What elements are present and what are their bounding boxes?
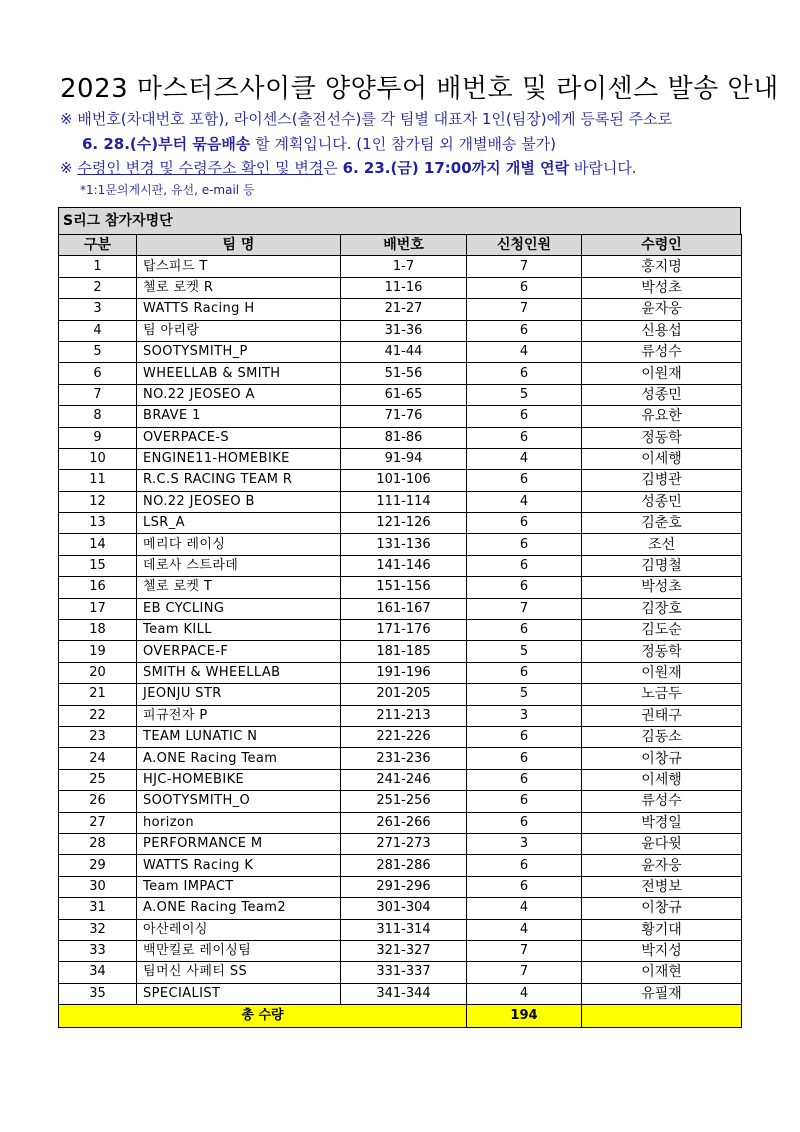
bib-range: 131-136 <box>341 534 467 555</box>
recipient-name: 윤다윗 <box>582 833 742 854</box>
row-index: 14 <box>59 534 137 555</box>
table-row <box>59 705 742 726</box>
applicant-count: 7 <box>467 299 582 320</box>
recipient-name: 전병보 <box>582 876 742 897</box>
applicant-count: 6 <box>467 812 582 833</box>
recipient-name: 이세행 <box>582 769 742 790</box>
applicant-count: 4 <box>467 491 582 512</box>
bib-range: 331-337 <box>341 962 467 983</box>
team-name: OVERPACE-S <box>137 427 341 448</box>
applicant-count: 6 <box>467 577 582 598</box>
team-name: Team KILL <box>137 620 341 641</box>
notice-contact-methods: *1:1문의게시판, 유선, e-mail 등 <box>80 183 255 197</box>
table-row <box>59 620 742 641</box>
row-index: 23 <box>59 726 137 747</box>
recipient-name: 권태구 <box>582 705 742 726</box>
applicant-count: 6 <box>467 406 582 427</box>
applicant-count: 7 <box>467 962 582 983</box>
applicant-count: 5 <box>467 641 582 662</box>
team-name: 아산레이싱 <box>137 919 341 940</box>
bib-range: 141-146 <box>341 555 467 576</box>
team-name: 팀 아리랑 <box>137 320 341 341</box>
row-index: 7 <box>59 384 137 405</box>
table-row <box>59 448 742 469</box>
applicant-count: 4 <box>467 898 582 919</box>
participant-table-container <box>58 207 741 1028</box>
recipient-name: 김도순 <box>582 620 742 641</box>
applicant-count: 6 <box>467 662 582 683</box>
recipient-name: 이재현 <box>582 962 742 983</box>
row-index: 24 <box>59 748 137 769</box>
table-row <box>59 341 742 362</box>
row-index: 4 <box>59 320 137 341</box>
table-row <box>59 662 742 683</box>
row-index: 9 <box>59 427 137 448</box>
recipient-name: 이창규 <box>582 898 742 919</box>
team-name: NO.22 JEOSEO B <box>137 491 341 512</box>
team-name: JEONJU STR <box>137 684 341 705</box>
row-index: 25 <box>59 769 137 790</box>
row-index: 16 <box>59 577 137 598</box>
applicant-count: 7 <box>467 940 582 961</box>
applicant-count: 3 <box>467 833 582 854</box>
row-index: 35 <box>59 983 137 1004</box>
team-name: A.ONE Racing Team2 <box>137 898 341 919</box>
bib-range: 221-226 <box>341 726 467 747</box>
notice-mark: ※ <box>60 159 78 177</box>
row-index: 1 <box>59 256 137 277</box>
table-row <box>59 598 742 619</box>
notice-change-joiner: 은 <box>323 159 343 177</box>
applicant-count: 4 <box>467 341 582 362</box>
team-name: OVERPACE-F <box>137 641 341 662</box>
table-row <box>59 491 742 512</box>
row-index: 15 <box>59 555 137 576</box>
team-name: WATTS Racing K <box>137 855 341 876</box>
team-name: horizon <box>137 812 341 833</box>
table-row <box>59 983 742 1004</box>
applicant-count: 6 <box>467 320 582 341</box>
row-index: 33 <box>59 940 137 961</box>
applicant-count: 6 <box>467 855 582 876</box>
table-row <box>59 919 742 940</box>
table-row <box>59 299 742 320</box>
header-recipient: 수령인 <box>582 235 742 256</box>
row-index: 5 <box>59 341 137 362</box>
table-row <box>59 513 742 534</box>
table-row <box>59 555 742 576</box>
row-index: 32 <box>59 919 137 940</box>
applicant-count: 5 <box>467 384 582 405</box>
applicant-count: 6 <box>467 555 582 576</box>
bib-range: 101-106 <box>341 470 467 491</box>
team-name: SOOTYSMITH_P <box>137 341 341 362</box>
recipient-name: 유요한 <box>582 406 742 427</box>
bib-range: 321-327 <box>341 940 467 961</box>
applicant-count: 6 <box>467 620 582 641</box>
notice-line-3 <box>60 157 637 178</box>
team-name: SPECIALIST <box>137 983 341 1004</box>
bib-range: 51-56 <box>341 363 467 384</box>
table-row <box>59 940 742 961</box>
table-row <box>59 833 742 854</box>
bib-range: 161-167 <box>341 598 467 619</box>
applicant-count: 3 <box>467 705 582 726</box>
recipient-name: 노금두 <box>582 684 742 705</box>
recipient-name: 류성수 <box>582 341 742 362</box>
team-name: 메리다 레이싱 <box>137 534 341 555</box>
row-index: 34 <box>59 962 137 983</box>
applicant-count: 6 <box>467 726 582 747</box>
row-index: 30 <box>59 876 137 897</box>
row-index: 6 <box>59 363 137 384</box>
recipient-name: 박지성 <box>582 940 742 961</box>
table-header-row <box>59 235 742 256</box>
team-name: NO.22 JEOSEO A <box>137 384 341 405</box>
bib-range: 261-266 <box>341 812 467 833</box>
recipient-name: 조선 <box>582 534 742 555</box>
applicant-count: 6 <box>467 277 582 298</box>
notice-change-text: 수령인 변경 및 수령주소 확인 및 변경 <box>77 159 324 177</box>
row-index: 27 <box>59 812 137 833</box>
applicant-count: 4 <box>467 983 582 1004</box>
notice-request-text: 바랍니다. <box>569 159 637 177</box>
recipient-name: 김명철 <box>582 555 742 576</box>
table-row <box>59 363 742 384</box>
team-name: 첼로 로켓 T <box>137 577 341 598</box>
bib-range: 71-76 <box>341 406 467 427</box>
team-name: PERFORMANCE M <box>137 833 341 854</box>
header-team-name: 팀 명 <box>137 235 341 256</box>
recipient-name: 성종민 <box>582 384 742 405</box>
table-row <box>59 256 742 277</box>
team-name: ENGINE11-HOMEBIKE <box>137 448 341 469</box>
total-value: 194 <box>467 1005 582 1028</box>
table-row <box>59 791 742 812</box>
team-name: EB CYCLING <box>137 598 341 619</box>
bib-range: 311-314 <box>341 919 467 940</box>
bib-range: 271-273 <box>341 833 467 854</box>
recipient-name: 이창규 <box>582 748 742 769</box>
team-name: SMITH & WHEELLAB <box>137 662 341 683</box>
bib-range: 301-304 <box>341 898 467 919</box>
row-index: 22 <box>59 705 137 726</box>
notice-line-2 <box>82 133 556 154</box>
bib-range: 21-27 <box>341 299 467 320</box>
recipient-name: 이원재 <box>582 363 742 384</box>
row-index: 19 <box>59 641 137 662</box>
notice-delivery-text: 할 계획입니다. (1인 참가팀 외 개별배송 불가) <box>250 135 557 153</box>
page-title: 2023 마스터즈사이클 양양투어 배번호 및 라이센스 발송 안내 <box>60 74 779 104</box>
sheet-title: S리그 참가자명단 <box>58 207 741 234</box>
team-name: 탑스피드 T <box>137 256 341 277</box>
recipient-name: 박경일 <box>582 812 742 833</box>
team-name: 데로사 스트라데 <box>137 555 341 576</box>
total-empty-cell <box>582 1005 742 1028</box>
table-row <box>59 812 742 833</box>
row-index: 10 <box>59 448 137 469</box>
recipient-name: 정동학 <box>582 427 742 448</box>
bib-range: 171-176 <box>341 620 467 641</box>
recipient-name: 김장호 <box>582 598 742 619</box>
row-index: 3 <box>59 299 137 320</box>
bib-range: 231-236 <box>341 748 467 769</box>
table-row <box>59 748 742 769</box>
bib-range: 211-213 <box>341 705 467 726</box>
recipient-name: 김동소 <box>582 726 742 747</box>
table-row <box>59 876 742 897</box>
total-label: 총 수량 <box>59 1005 467 1028</box>
applicant-count: 6 <box>467 363 582 384</box>
team-name: WATTS Racing H <box>137 299 341 320</box>
bib-range: 201-205 <box>341 684 467 705</box>
bib-range: 341-344 <box>341 983 467 1004</box>
table-row <box>59 962 742 983</box>
applicant-count: 4 <box>467 919 582 940</box>
table-row <box>59 470 742 491</box>
recipient-name: 박성초 <box>582 277 742 298</box>
team-name: 피규전자 P <box>137 705 341 726</box>
bib-range: 251-256 <box>341 791 467 812</box>
row-index: 11 <box>59 470 137 491</box>
table-row <box>59 577 742 598</box>
row-index: 17 <box>59 598 137 619</box>
table-row <box>59 684 742 705</box>
recipient-name: 윤자웅 <box>582 855 742 876</box>
table-row <box>59 769 742 790</box>
notice-delivery-date: 6. 28.(수)부터 묶음배송 <box>82 135 251 153</box>
applicant-count: 6 <box>467 427 582 448</box>
row-index: 29 <box>59 855 137 876</box>
applicant-count: 6 <box>467 470 582 491</box>
applicant-count: 6 <box>467 791 582 812</box>
header-index: 구분 <box>59 235 137 256</box>
team-name: Team IMPACT <box>137 876 341 897</box>
participant-table <box>58 234 742 1028</box>
row-index: 21 <box>59 684 137 705</box>
bib-range: 281-286 <box>341 855 467 876</box>
table-row <box>59 534 742 555</box>
bib-range: 291-296 <box>341 876 467 897</box>
recipient-name: 이원재 <box>582 662 742 683</box>
header-bib-number: 배번호 <box>341 235 467 256</box>
recipient-name: 윤자웅 <box>582 299 742 320</box>
team-name: TEAM LUNATIC N <box>137 726 341 747</box>
row-index: 13 <box>59 513 137 534</box>
bib-range: 91-94 <box>341 448 467 469</box>
applicant-count: 6 <box>467 748 582 769</box>
applicant-count: 6 <box>467 534 582 555</box>
table-row <box>59 277 742 298</box>
recipient-name: 박성초 <box>582 577 742 598</box>
table-row <box>59 898 742 919</box>
recipient-name: 황기대 <box>582 919 742 940</box>
applicant-count: 6 <box>467 769 582 790</box>
applicant-count: 5 <box>467 684 582 705</box>
bib-range: 111-114 <box>341 491 467 512</box>
team-name: R.C.S RACING TEAM R <box>137 470 341 491</box>
row-index: 8 <box>59 406 137 427</box>
team-name: 백만킬로 레이싱팀 <box>137 940 341 961</box>
recipient-name: 이세행 <box>582 448 742 469</box>
table-row <box>59 427 742 448</box>
bib-range: 61-65 <box>341 384 467 405</box>
total-row <box>59 1005 742 1028</box>
recipient-name: 김병관 <box>582 470 742 491</box>
bib-range: 31-36 <box>341 320 467 341</box>
recipient-name: 김춘호 <box>582 513 742 534</box>
notice-line-1: ※ 배번호(차대번호 포함), 라이센스(출전선수)를 각 팀별 대표자 1인(팀장)에게 등록된 주소로 <box>60 110 673 128</box>
table-row <box>59 384 742 405</box>
recipient-name: 류성수 <box>582 791 742 812</box>
row-index: 18 <box>59 620 137 641</box>
bib-range: 181-185 <box>341 641 467 662</box>
recipient-name: 정동학 <box>582 641 742 662</box>
table-row <box>59 641 742 662</box>
applicant-count: 6 <box>467 876 582 897</box>
team-name: 첼로 로켓 R <box>137 277 341 298</box>
table-row <box>59 406 742 427</box>
table-row <box>59 855 742 876</box>
bib-range: 121-126 <box>341 513 467 534</box>
recipient-name: 성종민 <box>582 491 742 512</box>
team-name: WHEELLAB & SMITH <box>137 363 341 384</box>
team-name: 팀머신 사페티 SS <box>137 962 341 983</box>
bib-range: 81-86 <box>341 427 467 448</box>
bib-range: 151-156 <box>341 577 467 598</box>
header-applicants: 신청인원 <box>467 235 582 256</box>
row-index: 26 <box>59 791 137 812</box>
applicant-count: 7 <box>467 598 582 619</box>
table-body <box>59 256 742 1005</box>
team-name: A.ONE Racing Team <box>137 748 341 769</box>
bib-range: 191-196 <box>341 662 467 683</box>
notice-deadline: 6. 23.(금) 17:00까지 개별 연락 <box>342 159 570 177</box>
team-name: SOOTYSMITH_O <box>137 791 341 812</box>
team-name: LSR_A <box>137 513 341 534</box>
row-index: 28 <box>59 833 137 854</box>
row-index: 2 <box>59 277 137 298</box>
applicant-count: 7 <box>467 256 582 277</box>
team-name: BRAVE 1 <box>137 406 341 427</box>
table-row <box>59 726 742 747</box>
bib-range: 1-7 <box>341 256 467 277</box>
bib-range: 41-44 <box>341 341 467 362</box>
row-index: 31 <box>59 898 137 919</box>
team-name: HJC-HOMEBIKE <box>137 769 341 790</box>
recipient-name: 홍지명 <box>582 256 742 277</box>
table-row <box>59 320 742 341</box>
row-index: 20 <box>59 662 137 683</box>
bib-range: 11-16 <box>341 277 467 298</box>
recipient-name: 유필재 <box>582 983 742 1004</box>
applicant-count: 6 <box>467 513 582 534</box>
recipient-name: 신용섭 <box>582 320 742 341</box>
row-index: 12 <box>59 491 137 512</box>
applicant-count: 4 <box>467 448 582 469</box>
bib-range: 241-246 <box>341 769 467 790</box>
